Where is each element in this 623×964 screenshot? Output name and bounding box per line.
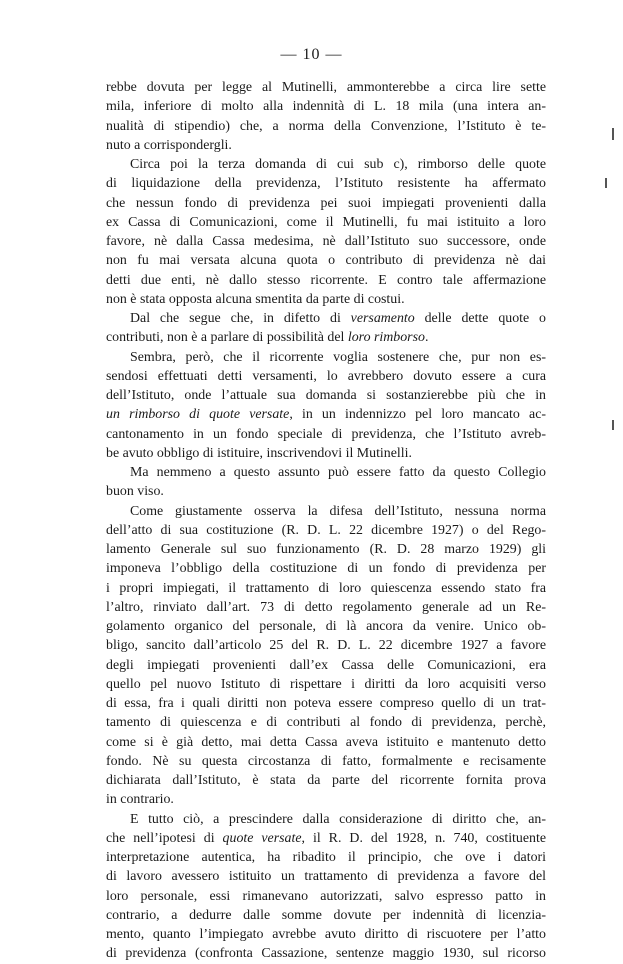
text-segment: come si è già detto, mai detta Cassa aveva istituito e mantenuto detto [106,734,546,750]
margin-mark [612,420,614,430]
text-line [106,829,546,848]
text-segment: rebbe dovuta per legge al Mutinelli, ammonterebbe a circa lire sette [106,80,546,95]
text-segment: quello pel nuovo Istituto di rispettare i diritti da loro acquisiti verso [106,676,546,692]
text-segment: l’altro, rinviato dall’art. 73 di detto regolamento generale ad un Re- [106,599,546,615]
text-line [106,848,546,867]
text-line [106,444,546,463]
text-line [106,925,546,944]
text-line [106,521,546,540]
text-segment: fondo. Nè su questa circostanza di fatto, formalmente e recisamente [106,753,546,769]
text-line [106,290,546,309]
text-segment: degli impiegati provenienti dall’ex Cassa delle Comunicazioni, era [106,657,546,673]
italic-segment: loro rimborso [347,330,425,346]
text-segment: nualità di stipendio) che, a norma della Convenzione, l’Istituto è te- [106,118,546,134]
text-segment: contributi, non è a parlare di possibilità del [106,330,348,346]
text-segment: dell’atto di sua costituzione (R. D. L. 22 dicembre 1927) o del Rego- [106,522,546,538]
text-segment: E tutto ciò, a prescindere dalla considerazione di diritto che, an- [130,811,546,827]
italic-segment: quote versate [222,830,302,846]
text-segment: di lavoro avessero istituito un trattamento di previdenza a favore del [106,869,546,885]
text-segment: dell’Istituto, onde l’attuale sua domanda si sostanzierebbe più che in [106,388,546,403]
text-segment: , il R. D. del 1928, n. 740, costituente [301,830,546,846]
text-segment: sendosi effettuati detti versamenti, lo avrebbero dovuto essere a cura [106,368,546,384]
text-line [106,482,546,501]
text-line [106,694,546,713]
italic-segment: un rimborso di quote versate [106,407,290,423]
text-segment: di essa, fra i quali diritti non poteva essere compreso quello di un trat- [106,696,546,711]
page-number: — 10 — [280,46,343,63]
text-segment: in contrario. [106,792,174,808]
text-line [106,309,546,328]
text-line [106,887,546,906]
text-segment: dichiarata dall’Istituto, è stata da parte del ricorrente fornita prova [106,773,546,788]
text-segment: che nell’ipotesi di [106,830,223,846]
text-line [106,232,546,251]
text-line [106,790,546,809]
text-line [106,502,546,521]
text-line [106,733,546,752]
text-line [106,598,546,617]
italic-segment: versamento [350,311,415,326]
text-line [106,463,546,482]
text-segment: tamento di quiescenza e di contributi al fondo di previdenza, perchè, [106,715,546,731]
text-line [106,213,546,232]
text-line [106,636,546,655]
text-line [106,906,546,925]
text-line [106,174,546,193]
text-line [106,386,546,405]
text-line [106,579,546,598]
body-text [106,78,546,964]
text-segment: di liquidazione della previdenza, l’Istituto resistente ha affermato [106,176,546,192]
text-line [106,559,546,578]
text-line [106,136,546,155]
text-line [106,117,546,136]
text-segment: Sembra, però, che il ricorrente voglia sostenere che, pur non es- [130,349,546,365]
text-segment: , in un indennizzo pel loro mancato ac- [289,407,546,423]
text-segment: buon viso. [106,484,164,500]
text-line [106,78,546,97]
text-line [106,675,546,694]
text-line [106,194,546,213]
text-line [106,617,546,636]
text-segment: non è stata opposta alcuna smentita da parte di costui. [106,291,405,307]
text-segment: interpretazione autentica, ha ribadito il principio, che ove i datori [106,850,546,865]
text-line [106,251,546,270]
text-line [106,328,546,347]
text-segment: imponeva l’obbligo della costituzione di un fondo di previdenza per [106,561,546,577]
text-segment: non fu mai versata alcuna quota o contributo di previdenza nè dai [106,253,546,269]
text-segment: che nessun fondo di previdenza pei suoi impiegati provenienti dalla [106,195,546,211]
text-segment: Dal che segue che, in difetto di [130,311,351,326]
text-segment: lamento Generale sul suo funzionamento (R. D. 28 marzo 1929) gli [106,542,546,557]
text-line [106,867,546,886]
text-line [106,348,546,367]
text-line [106,97,546,116]
text-segment: . [424,330,429,346]
text-segment: mento, quanto l’impiegato avrebbe avuto diritto di riscuotere per l’atto [106,927,546,942]
margin-mark [605,178,607,188]
text-segment: delle dette quote o [414,311,546,326]
text-line [106,656,546,675]
text-segment: Circa poi la terza domanda di cui sub c), rimborso delle quote [130,157,546,172]
text-line [106,367,546,386]
text-line [106,425,546,444]
text-segment: contrario, a dedurre dalle somme dovute per indennità di licenzia- [106,907,546,923]
text-segment: bligo, sancito dall’articolo 25 del R. D. L. 22 dicembre 1927 a favore [106,638,546,654]
text-segment: Come giustamente osserva la difesa dell’Istituto, nessuna norma [130,503,546,519]
text-line [106,771,546,790]
text-segment: i propri impiegati, il trattamento di loro quiescenza essendo stato fra [106,580,546,596]
text-segment: loro personale, essi rimanevano autorizzati, salvo espresso patto in [106,888,546,904]
margin-mark [612,128,614,140]
text-line [106,271,546,290]
text-segment: Ma nemmeno a questo assunto può essere fatto da questo Collegio [130,465,546,480]
text-segment: ex Cassa di Comunicazioni, come il Mutinelli, fu mai istituito a loro [106,214,546,230]
text-line [106,405,546,424]
text-segment: favore, nè dalla Cassa medesima, nè dall’Istituto suo successore, onde [106,234,546,249]
text-segment: di previdenza (confronta Cassazione, sentenze maggio 1930, sul ricorso [106,946,546,962]
text-line [106,155,546,174]
text-segment: be avuto obbligo di istituire, inscrivendovi il Mutinelli. [106,445,412,461]
text-line [106,810,546,829]
text-line [106,752,546,771]
text-line [106,713,546,732]
text-segment: mila, inferiore di molto alla indennità di L. 18 mila (una intera an- [106,99,546,115]
text-line [106,540,546,559]
text-line [106,944,546,963]
text-segment: detti due enti, nè dallo stesso ricorrente. E contro tale affermazione [106,272,546,288]
text-segment: cantonamento in un fondo speciale di previdenza, che l’Istituto avreb- [106,426,546,442]
text-segment: nuto a corrispondergli. [106,137,232,153]
text-segment: golamento organico del personale, di là ancora da venire. Unico ob- [106,619,546,634]
